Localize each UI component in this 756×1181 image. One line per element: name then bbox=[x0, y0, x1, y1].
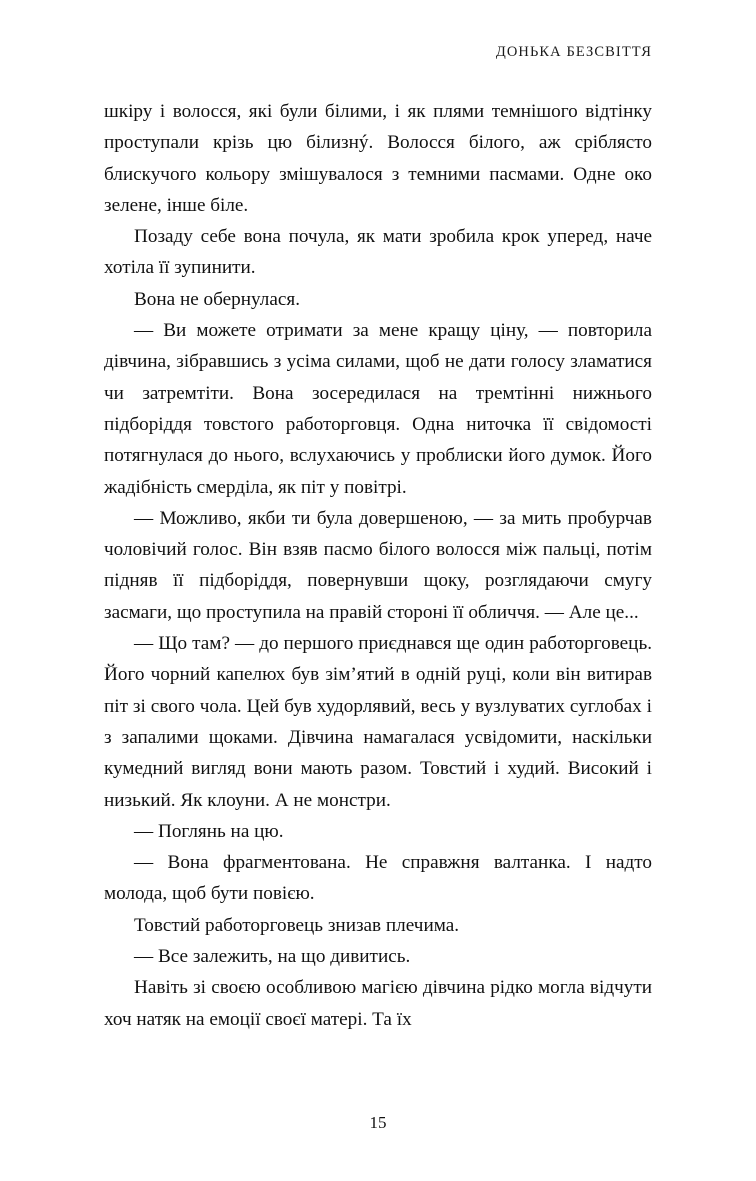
paragraph: — Поглянь на цю. bbox=[134, 820, 284, 842]
paragraph: Вона не обернулася. bbox=[134, 288, 301, 310]
paragraph: Навіть зі своєю особливою магією дівчина рідко могла відчути хоч натяк на емоції своєї матері. Та їх bbox=[104, 977, 652, 1030]
body-text bbox=[104, 96, 652, 1035]
paragraph: — Все залежить, на що дивитись. bbox=[134, 946, 411, 968]
page-number: 15 bbox=[369, 1113, 387, 1132]
paragraph: — Вона фрагментована. Не справжня валтанка. І надто молода, щоб бути повією. bbox=[104, 852, 652, 905]
running-head: ДОНЬКА БЕЗСВІТТЯ bbox=[495, 44, 652, 60]
paragraph: — Ви можете отримати за мене кращу ціну, — повторила дівчина, зібравшись з усіма силами, щоб не дати голосу зламатися чи затремтіти. Вона зосередилася на тремтінні нижнього підборіддя товстого работорговця. Одна ниточка її свідомості потягнулася до нього, вслухаючись у проблиски його думок. Його жадібність смерділа, як піт у повітрі. bbox=[104, 320, 652, 498]
paragraph: — Можливо, якби ти була довершеною, — за мить пробурчав чоловічий голос. Він взяв пасмо білого волосся між пальці, потім підняв її підборіддя, повернувши щоку, розглядаючи смугу засмаги, що проступила на правій стороні її обличчя. — Але це... bbox=[104, 507, 652, 623]
paragraph: Товстий работорговець знизав плечима. bbox=[134, 914, 460, 936]
paragraph: шкіру і волосся, які були білими, і як плями темнішого відтінку проступали крізь цю білизнý. Волосся білого, аж сріблясто блискучого кольору змішувалося з темними пасмами. Одне око зелене, інше біле. bbox=[104, 101, 652, 216]
paragraph: Позаду себе вона почула, як мати зробила крок уперед, наче хотіла її зупинити. bbox=[104, 226, 652, 279]
paragraph: — Що там? — до першого приєднався ще один работорговець. Його чорний капелюх був зім’ятий в одній руці, коли він витирав піт зі свого чола. Цей був худорлявий, весь у вузлуватих суглобах і з запалими щоками. Дівчина намагалася усвідомити, наскільки кумедний вигляд вони мають разом. Товстий і худий. Високий і низький. Як клоуни. А не монстри. bbox=[104, 633, 652, 811]
